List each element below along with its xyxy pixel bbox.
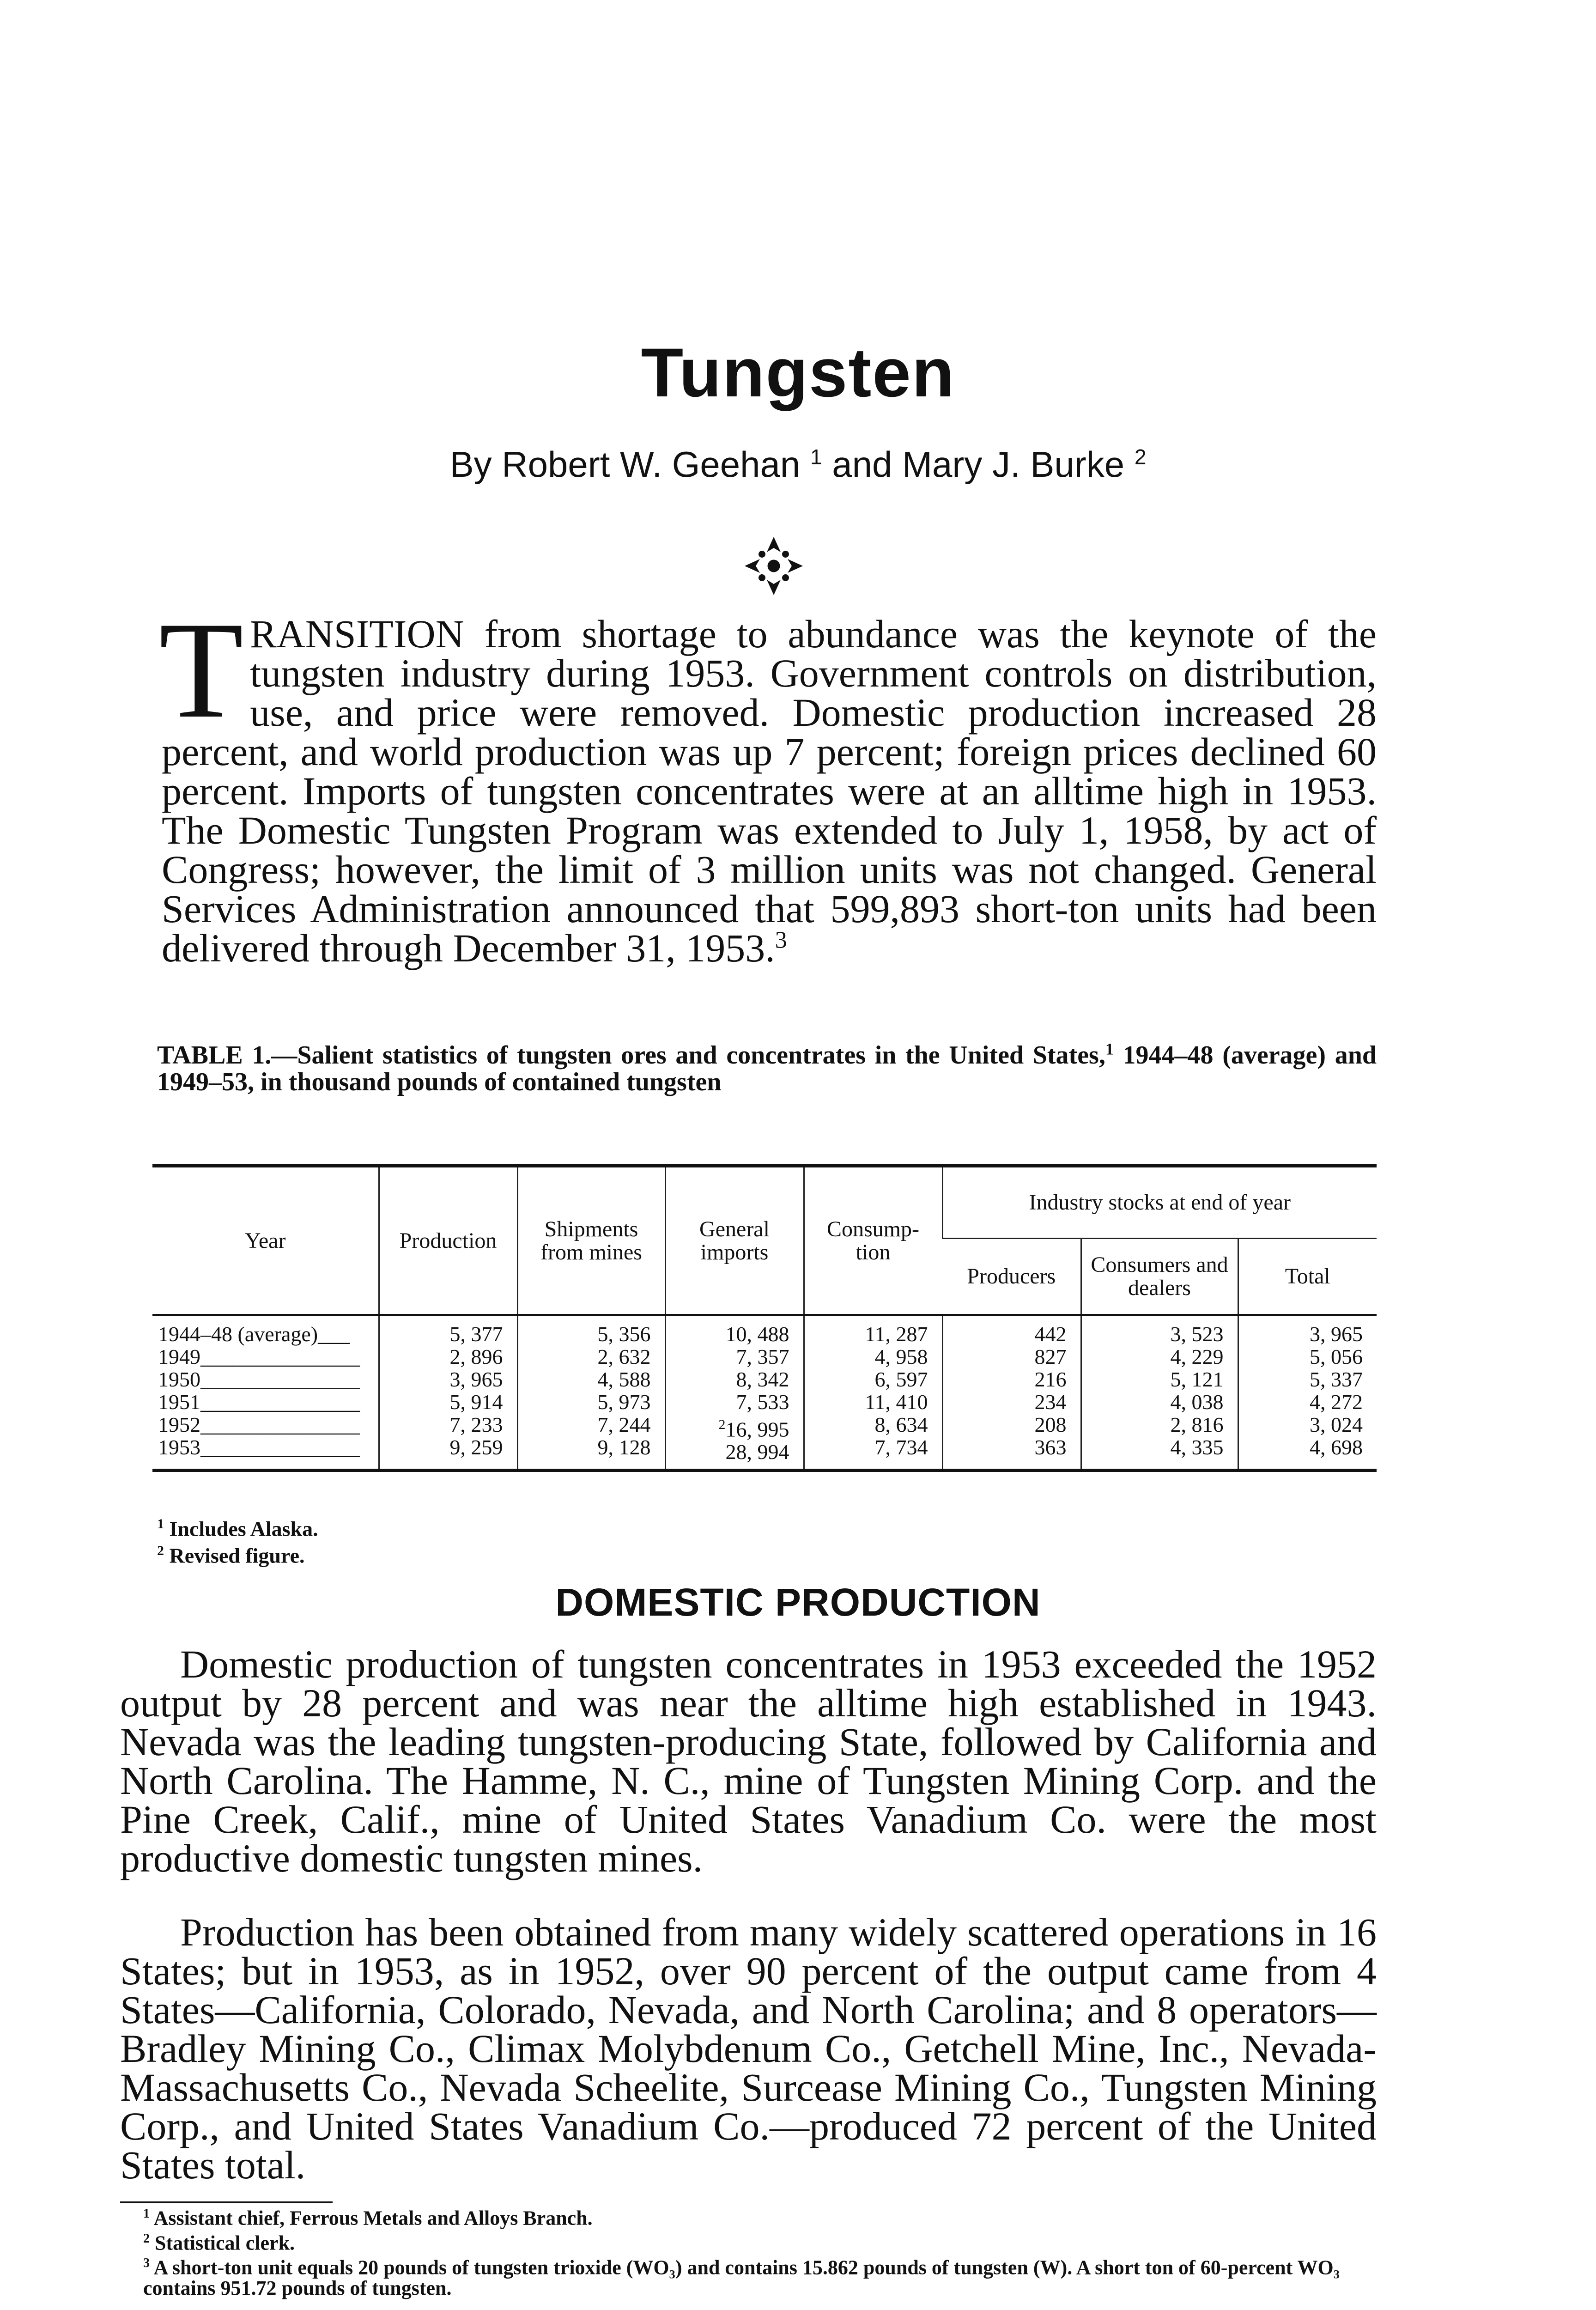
cell-production: 9, 259 (449, 1435, 503, 1459)
consumers-column (1081, 1315, 1238, 1471)
header-total: Total (1238, 1239, 1377, 1315)
cell-production: 2, 896 (449, 1345, 503, 1368)
cell-consumers: 4, 038 (1170, 1390, 1224, 1414)
cell-shipments: 2, 632 (597, 1345, 651, 1368)
table-caption-part-1: TABLE 1.—Salient statistics of tungsten ores and concentrates in the United States, (157, 1041, 1105, 1070)
cell-consumers: 4, 229 (1170, 1345, 1224, 1368)
cell-year: 1953_______________ (158, 1435, 360, 1459)
cell-year: 1949_______________ (158, 1345, 360, 1368)
table-note-text: Includes Alaska. (169, 1517, 318, 1541)
footnote-ref-1: 1 (810, 445, 822, 469)
footnotes (120, 2204, 1377, 2298)
table-note (157, 1540, 318, 1567)
cell-imports-value: 16, 995 (725, 1417, 789, 1441)
producers-column (942, 1315, 1081, 1471)
salient-statistics-table (152, 1164, 1377, 1477)
cell-year: 1951_______________ (158, 1390, 360, 1414)
cell-total: 3, 965 (1310, 1322, 1363, 1346)
cell-consumers: 5, 121 (1170, 1368, 1224, 1391)
header-producers: Producers (942, 1239, 1081, 1315)
shipments-column (517, 1315, 665, 1471)
cell-producers: 216 (1034, 1368, 1067, 1391)
footnote-text: Assistant chief, Ferrous Metals and Alloys Branch. (153, 2207, 593, 2230)
byline (0, 444, 1596, 486)
table-bottom-rule (152, 1471, 1377, 1477)
body-paragraph: Domestic production of tungsten concentrates in 1953 exceeded the 1952 output by 28 percent and was near the alltime high established in 1943. Nevada was the leading tungsten-producing State, followed by California and North Carolina. The Hamme, N. C., mine of Tungsten Mining Corp. and the Pine Creek, Calif., mine of United States Vanadium Co. were the most productive domestic tungsten mines. (120, 1642, 1377, 1880)
cell-consumption: 4, 958 (874, 1345, 928, 1368)
intro-text: RANSITION from shortage to abundance was the keynote of the tungsten industry during 1953. Government controls on distribution, use, and price were removed. Domestic production increased 28 percent, and world production was up 7 percent; foreign prices declined 60 percent. Imports of tungsten concentrates were at an alltime high in 1953. The Domestic Tungsten Program was extended to July 1, 1958, by act of Congress; however, the limit of 3 million units was not changed. General Services Administration announced that 599,893 short-ton units had been delivered through December 31, 1953. (162, 612, 1377, 970)
table-caption (157, 1042, 1377, 1095)
footnote-text: Statistical clerk. (155, 2231, 295, 2255)
header-consumers: Consumers and dealers (1081, 1239, 1238, 1315)
table-row (152, 1315, 1377, 1471)
cell-imports (675, 1413, 789, 1441)
cell-total: 4, 272 (1310, 1390, 1363, 1414)
cell-imports: 28, 994 (725, 1440, 789, 1464)
cell-total: 3, 024 (1310, 1413, 1363, 1436)
cell-total: 5, 337 (1310, 1368, 1363, 1391)
total-column (1238, 1315, 1377, 1471)
table-note (157, 1513, 318, 1540)
cell-producers: 442 (1034, 1322, 1067, 1346)
footnote (120, 2253, 1377, 2298)
cell-imports: 7, 357 (736, 1345, 789, 1368)
author-2: and Mary J. Burke (832, 444, 1125, 485)
cell-consumers: 2, 816 (1170, 1413, 1224, 1436)
footnote (120, 2229, 1377, 2254)
body-paragraph: Production has been obtained from many widely scattered operations in 16 States; but in 1953, as in 1952, over 90 percent of the output came from 4 States—California, Colorado, Nevada, and North Carolina; and 8 operators—Bradley Mining Co., Climax Molybdenum Co., Getchell Mine, Inc., Nevada-Massachusetts Co., Nevada Scheelite, Surcease Mining Co., Tungsten Mining Corp., and United States Vanadium Co.—produced 72 percent of the United States total. (120, 1910, 1377, 2187)
year-column (152, 1315, 379, 1471)
footnote-ref-3: 3 (775, 927, 787, 954)
cell-total: 4, 698 (1310, 1435, 1363, 1459)
cell-consumption: 11, 287 (865, 1322, 928, 1346)
cell-consumption: 6, 597 (874, 1368, 928, 1391)
author-1: By Robert W. Geehan (449, 444, 801, 485)
cell-production: 5, 914 (449, 1390, 503, 1414)
table-note-mark: 2 (157, 1543, 164, 1559)
intro-paragraph (159, 593, 1377, 970)
drop-cap: T (159, 593, 244, 747)
section-heading: DOMESTIC PRODUCTION (555, 1581, 1041, 1624)
header-imports: General imports (665, 1166, 804, 1315)
cell-year: 1950_______________ (158, 1368, 360, 1391)
table-caption-ref: 1 (1105, 1040, 1114, 1058)
cell-production: 5, 377 (449, 1322, 503, 1346)
header-consumption: Consump- tion (804, 1166, 942, 1315)
cell-consumption: 8, 634 (874, 1413, 928, 1436)
header-production: Production (379, 1166, 517, 1315)
cell-producers: 208 (1034, 1413, 1067, 1436)
cell-production: 3, 965 (449, 1368, 503, 1391)
cell-imports: 8, 342 (736, 1368, 789, 1391)
cell-consumption: 7, 734 (874, 1435, 928, 1459)
cell-shipments: 5, 973 (597, 1390, 651, 1414)
cell-shipments: 4, 588 (597, 1368, 651, 1391)
cell-shipments: 7, 244 (597, 1413, 651, 1436)
cell-shipments: 5, 356 (597, 1322, 651, 1346)
revised-mark: 2 (718, 1417, 726, 1432)
production-column (379, 1315, 517, 1471)
cell-consumers: 3, 523 (1170, 1322, 1224, 1346)
cell-year: 1952_______________ (158, 1413, 360, 1436)
cell-year: 1944–48 (average)___ (158, 1322, 350, 1346)
footnote-mark: 2 (143, 2231, 150, 2246)
header-industry-stocks: Industry stocks at end of year (942, 1166, 1377, 1239)
cell-consumers: 4, 335 (1170, 1435, 1224, 1459)
ornament-icon (739, 531, 808, 601)
footnote-ref-2: 2 (1134, 445, 1147, 469)
footnote-text: A short-ton unit equals 20 pounds of tungsten trioxide (WO₃) and contains 15.862 pounds of tungsten (W). A short ton of 60-percent WO₃ contains 951.72 pounds of tungsten. (143, 2256, 1340, 2299)
header-shipments: Shipments from mines (517, 1166, 665, 1315)
header-year: Year (152, 1166, 379, 1315)
cell-producers: 234 (1034, 1390, 1067, 1414)
cell-producers: 363 (1034, 1435, 1067, 1459)
footnote-mark: 1 (143, 2207, 150, 2221)
footnote (120, 2204, 1377, 2229)
consumption-column (804, 1315, 942, 1471)
page-title: Tungsten (641, 334, 955, 411)
cell-imports: 10, 488 (725, 1322, 789, 1346)
table-note-text: Revised figure. (169, 1544, 305, 1568)
cell-shipments: 9, 128 (597, 1435, 651, 1459)
cell-consumption: 11, 410 (865, 1390, 928, 1414)
cell-total: 5, 056 (1310, 1345, 1363, 1368)
table-caption-part-2: 1944–48 (average) and 1949–53, in thousand pounds of contained tungsten (157, 1041, 1377, 1096)
cell-production: 7, 233 (449, 1413, 503, 1436)
footnote-rule (120, 2201, 333, 2203)
cell-imports: 7, 533 (736, 1390, 789, 1414)
footnote-mark: 3 (143, 2256, 150, 2271)
table-note-mark: 1 (157, 1516, 164, 1532)
imports-column (665, 1315, 804, 1471)
table-notes (157, 1513, 318, 1567)
cell-producers: 827 (1034, 1345, 1067, 1368)
